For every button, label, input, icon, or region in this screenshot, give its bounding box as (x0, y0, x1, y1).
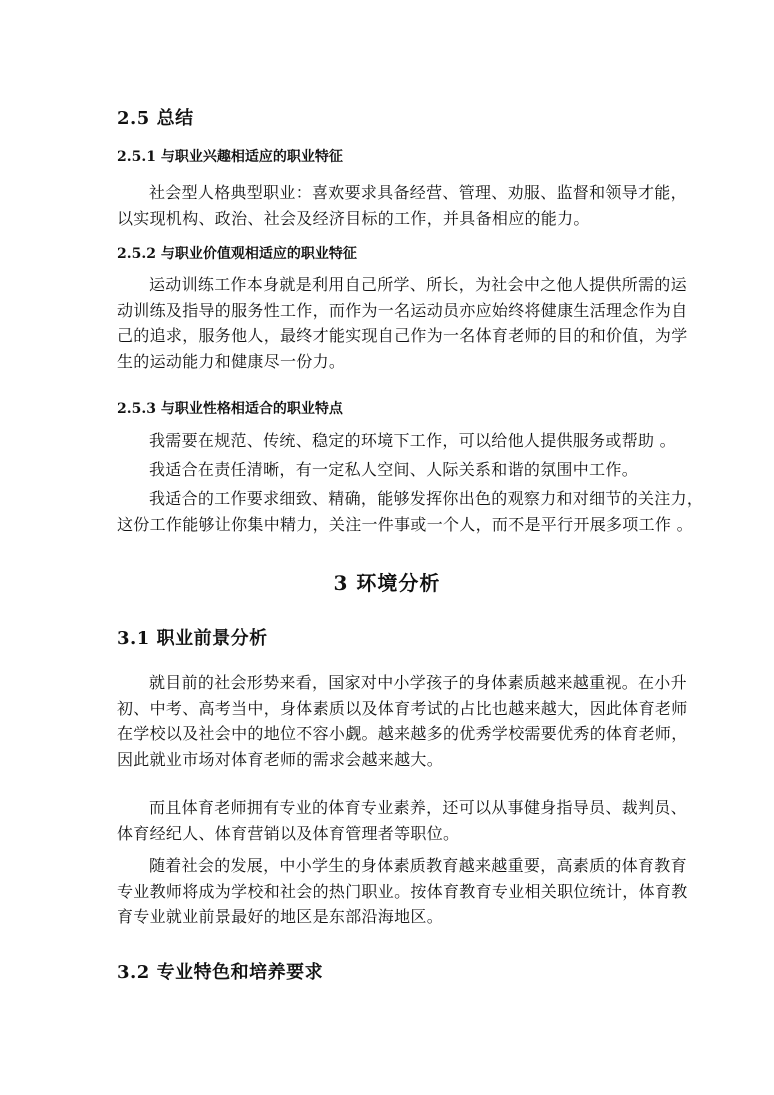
paragraph-2-5-3-c (117, 486, 704, 537)
text-line: 因此就业市场对体育老师的需求会越来越大。 (117, 749, 444, 769)
paragraph-2-5-1 (117, 180, 687, 231)
section-2-5-3-heading: 2.5.3 与职业性格相适合的职业特点 (117, 401, 343, 417)
text-line: 生的运动能力和健康尽一份力。 (117, 351, 346, 371)
text-line: 体育经纪人、体育营销以及体育管理者等职位。 (117, 823, 460, 843)
text-line: 就目前的社会形势来看，国家对中小学孩子的身体素质越来越重视。在小升 (149, 673, 687, 692)
text-line: 我适合的工作要求细致、精确，能够发挥你出色的观察力和对细节的关注力， (149, 489, 704, 508)
section-3-1-heading: 3.1 职业前景分析 (117, 628, 268, 649)
paragraph-2-5-3-b (117, 457, 662, 483)
paragraph-3-1-a (117, 670, 688, 772)
text-line: 己的追求，服务他人，最终才能实现自己作为一名体育老师的目的和价值，为学 (117, 326, 688, 345)
section-2-5-heading: 2.5 总结 (117, 108, 194, 129)
text-line: 动训练及指导的服务性工作，而作为一名运动员亦应始终将健康生活理念作为自 (117, 300, 688, 320)
text-line: 随着社会的发展，中小学生的身体素质教育越来越重要，高素质的体育教育 (149, 856, 687, 875)
section-2-5-2-heading: 2.5.2 与职业价值观相适应的职业特征 (117, 246, 357, 262)
text-line: 以实现机构、政治、社会及经济目标的工作，并具备相应的能力。 (117, 208, 590, 228)
text-line: 我适合在责任清晰，有一定私人空间、人际关系和谐的氛围中工作。 (149, 460, 639, 479)
text-line: 运动训练工作本身就是利用自己所学、所长，为社会中之他人提供所需的运 (149, 275, 687, 294)
text-line: 初、中考、高考当中，身体素质以及体育考试的占比也越来越大，因此体育老师 (117, 698, 688, 718)
paragraph-2-5-3-a (117, 428, 676, 454)
text-line: 育专业就业前景最好的地区是东部沿海地区。 (117, 907, 444, 926)
text-line: 而且体育老师拥有专业的体育专业素养，还可以从事健身指导员、裁判员、 (149, 798, 687, 817)
text-line: 我需要在规范、传统、稳定的环境下工作，可以给他人提供服务或帮助 。 (149, 431, 676, 450)
text-line: 专业教师将成为学校和社会的热门职业。按体育教育专业相关职位统计，体育教 (117, 881, 688, 901)
chapter-3-heading: 3 环境分析 (333, 571, 441, 595)
section-2-5-1-heading: 2.5.1 与职业兴趣相适应的职业特征 (117, 149, 343, 165)
paragraph-3-1-c (117, 853, 688, 930)
section-3-2-heading: 3.2 专业特色和培养要求 (117, 962, 324, 983)
text-line: 在学校以及社会中的地位不容小觑。越来越多的优秀学校需要优秀的体育老师， (117, 724, 688, 743)
text-line: 社会型人格典型职业：喜欢要求具备经营、管理、劝服、监督和领导才能， (149, 183, 687, 202)
text-line: 这份工作能够让你集中精力，关注一件事或一个人，而不是平行开展多项工作 。 (117, 514, 693, 534)
paragraph-3-1-b (117, 795, 687, 846)
paragraph-2-5-2 (117, 272, 688, 374)
